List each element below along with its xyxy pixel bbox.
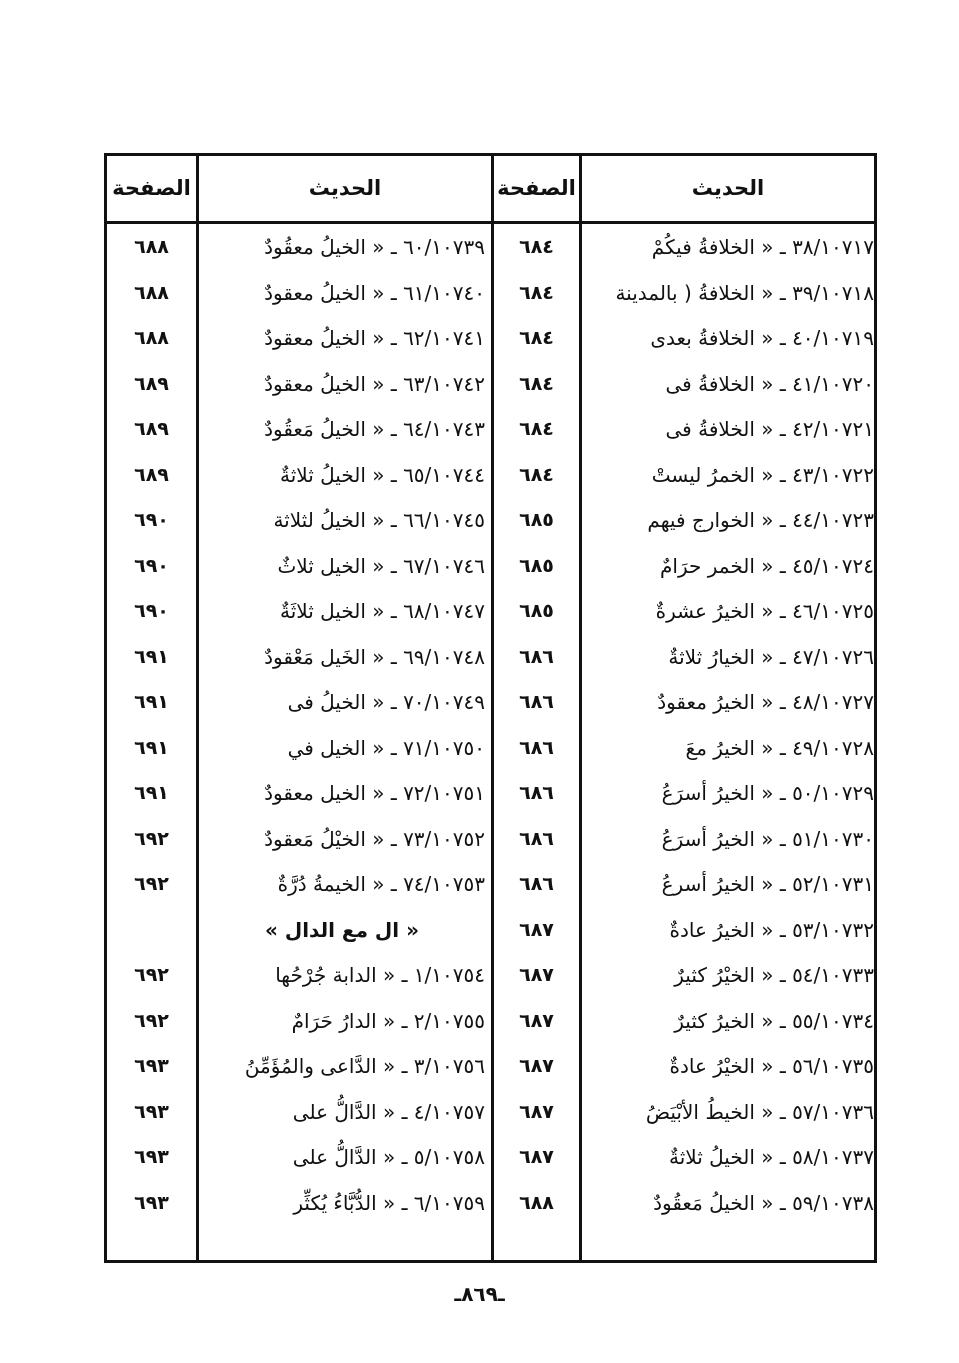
hadith-entry: ٥/١٠٧٥٨ ـ « الدَّالُّ على (292, 1145, 485, 1169)
page-ref: ٦٨٦ (519, 873, 554, 895)
hadith-entry: ٣٩/١٠٧١٨ ـ « الخلافةُ ( بالمدينة (615, 280, 874, 305)
hadith-entry: ٤٦/١٠٧٢٥ ـ « الخيرُ عشرةٌ (655, 599, 874, 623)
table-row (107, 588, 874, 634)
page-ref: ٦٨٦ (519, 736, 554, 759)
header-hadith-right: الحديث (691, 176, 765, 200)
hadith-entry: ٤٩/١٠٧٢٨ ـ « الخيرُ معَ (685, 735, 874, 760)
page-ref: ٦٨٨ (519, 1191, 554, 1214)
header-page-left: الصفحة (112, 176, 191, 200)
hadith-entry: ٧٤/١٠٧٥٣ ـ « الخيمةُ دُرَّةٌ (277, 872, 485, 896)
page-ref: ٦٩٢ (134, 1009, 169, 1032)
page-ref: ٦٨٧ (519, 1009, 554, 1032)
hadith-entry: ٦٣/١٠٧٤٢ ـ « الخيلُ معقودٌ (264, 371, 485, 396)
hadith-entry: ٦٧/١٠٧٤٦ ـ « الخيل ثلاثٌ (277, 553, 485, 578)
hadith-entry: ٥٣/١٠٧٣٢ ـ « الخيرُ عادةٌ (669, 917, 874, 942)
hadith-entry: ٤٠/١٠٧١٩ ـ « الخلافةُ بعدى (650, 326, 874, 350)
page-ref: ٦٨٦ (519, 827, 554, 850)
header-page-right: الصفحة (497, 176, 576, 200)
page-ref: ٦٨٦ (519, 645, 554, 668)
page-ref: ٦٨٤ (519, 418, 554, 440)
page-ref: ٦٩٠ (134, 554, 169, 577)
page-ref: ٦٨٥ (519, 554, 554, 577)
hadith-entry: ٤٧/١٠٧٢٦ ـ « الخيارُ ثلاثةٌ (668, 644, 874, 669)
table-row (107, 1043, 874, 1089)
page-ref: ٦٩١ (134, 782, 169, 804)
table-row (107, 952, 874, 998)
hadith-entry: ٦٥/١٠٧٤٤ ـ « الخيلُ ثلاثةٌ (280, 462, 485, 487)
header-hadith-left: الحديث (308, 176, 382, 200)
table-row (107, 452, 874, 498)
page-ref: ٦٨٦ (519, 782, 554, 804)
table-row (107, 634, 874, 680)
hadith-entry: ٥٥/١٠٧٣٤ ـ « الخيرُ كثيرٌ (674, 1008, 874, 1033)
page-ref: ٦٨٩ (134, 418, 169, 440)
hadith-entry: ٥١/١٠٧٣٠ ـ « الخيرُ أسرَعُ (661, 826, 874, 851)
table-row (107, 543, 874, 589)
table-row (107, 861, 874, 907)
hadith-entry: ٦١/١٠٧٤٠ ـ « الخيلُ معقودٌ (264, 280, 485, 305)
hadith-entry: ١/١٠٧٥٤ ـ « الدابة جُرْحُها (275, 963, 485, 987)
hadith-entry: ٧١/١٠٧٥٠ ـ « الخيل في (287, 735, 485, 760)
hadith-entry: ٣/١٠٧٥٦ ـ « الدَّاعى والمُؤَمِّنُ (244, 1054, 485, 1078)
table-row (107, 770, 874, 816)
page-ref: ٦٨٧ (519, 918, 554, 941)
hadith-entry: ٣٨/١٠٧١٧ ـ « الخلافةُ فيكُمْ (651, 235, 874, 259)
hadith-entry: ٦/١٠٧٥٩ ـ « الدُّبَّاءُ يُكثِّر (293, 1190, 485, 1215)
hadith-entry: ٦٢/١٠٧٤١ ـ « الخيلُ معقودٌ (264, 326, 485, 350)
hadith-entry: ٤٨/١٠٧٢٧ ـ « الخيرُ معقودٌ (657, 690, 874, 714)
table-row (107, 816, 874, 862)
page-ref: ٦٨٧ (519, 1100, 554, 1123)
hadith-entry: ٥٧/١٠٧٣٦ ـ « الخيطُ الأبْيَضُ (645, 1099, 874, 1124)
hadith-entry: ٥٢/١٠٧٣١ ـ « الخيرُ أسرعُ (661, 872, 874, 896)
table-row (107, 497, 874, 543)
page-ref: ٦٨٥ (519, 600, 554, 622)
table-row (107, 907, 874, 953)
section-heading: « ال مع الدال » (264, 917, 420, 942)
hadith-entry: ٧٣/١٠٧٥٢ ـ « الخيْلُ مَعقودٌ (264, 826, 485, 851)
hadith-entry: ٧٢/١٠٧٥١ ـ « الخيل معقودٌ (264, 781, 485, 805)
hadith-entry: ٥٦/١٠٧٣٥ ـ « الخيْرُ عادةٌ (669, 1054, 874, 1078)
hadith-entry: ٤٥/١٠٧٢٤ ـ « الخمر حرَامٌ (660, 553, 874, 578)
page-ref: ٦٩٣ (134, 1191, 169, 1214)
hadith-entry: ٤١/١٠٧٢٠ ـ « الخلافةُ فى (665, 371, 874, 396)
page-ref: ٦٨٦ (519, 691, 554, 713)
hadith-entry: ٦٠/١٠٧٣٩ ـ « الخيلُ معقُودٌ (264, 235, 485, 259)
hadith-entry: ٦٤/١٠٧٤٣ ـ « الخيلُ مَعقُودٌ (264, 417, 485, 441)
page-ref: ٦٨٧ (519, 964, 554, 986)
table-row (107, 406, 874, 452)
table-row (107, 725, 874, 771)
hadith-entry: ٤٣/١٠٧٢٢ ـ « الخمرُ ليستْ (651, 462, 874, 487)
page-ref: ٦٩٠ (134, 509, 169, 531)
hadith-entry: ٥٨/١٠٧٣٧ ـ « الخيلُ ثلاثةٌ (669, 1145, 874, 1169)
page-ref: ٦٨٧ (519, 1146, 554, 1168)
page-ref: ٦٩٢ (134, 873, 169, 895)
page-ref: ٦٨٨ (134, 327, 169, 349)
page-ref: ٦٨٩ (134, 463, 169, 486)
page-ref: ٦٨٤ (519, 327, 554, 349)
hadith-entry: ٧٠/١٠٧٤٩ ـ « الخيلُ فى (287, 690, 485, 714)
page-ref: ٦٩٢ (134, 964, 169, 986)
page-ref: ٦٩٣ (134, 1100, 169, 1123)
page-ref: ٦٨٤ (519, 463, 554, 486)
hadith-entry: ٤٤/١٠٧٢٣ ـ « الخوارج فيهم (647, 508, 874, 532)
page-ref: ٦٨٧ (519, 1055, 554, 1077)
table-row (107, 270, 874, 316)
hadith-entry: ٦٨/١٠٧٤٧ ـ « الخيل ثلاثَةٌ (280, 599, 485, 623)
page-ref: ٦٨٤ (519, 281, 554, 304)
table-row (107, 1134, 874, 1180)
table-row (107, 1180, 874, 1226)
hadith-entry: ٢/١٠٧٥٥ ـ « الدارُ حَرَامٌ (291, 1008, 485, 1033)
page-ref: ٦٩١ (134, 645, 169, 668)
table-row (107, 224, 874, 270)
table-row (107, 679, 874, 725)
page-ref: ٦٨٨ (134, 236, 169, 258)
page-ref: ٦٨٥ (519, 509, 554, 531)
page-ref: ٦٨٤ (519, 236, 554, 258)
hadith-entry: ٥٤/١٠٧٣٣ ـ « الخيْرُ كثيرٌ (674, 963, 874, 987)
page-ref: ٦٨٨ (134, 281, 169, 304)
page-ref: ٦٩٢ (134, 827, 169, 850)
page-ref (107, 907, 196, 953)
page-ref: ٦٩٣ (134, 1055, 169, 1077)
hadith-entry: ٥٠/١٠٧٢٩ ـ « الخيرُ أسرَعُ (661, 781, 874, 805)
page-ref: ٦٩١ (134, 736, 169, 759)
page-ref: ٦٨٤ (519, 372, 554, 395)
page-ref: ٦٩٠ (134, 600, 169, 622)
hadith-entry: ٥٩/١٠٧٣٨ ـ « الخيلُ مَعقُودٌ (653, 1190, 874, 1215)
hadith-entry: ٤٢/١٠٧٢١ ـ « الخلافةُ فى (665, 417, 874, 441)
page-ref: ٦٩٣ (134, 1146, 169, 1168)
hadith-entry: ٦٦/١٠٧٤٥ ـ « الخيلُ لثلاثة (273, 508, 485, 532)
page-ref: ٦٨٩ (134, 372, 169, 395)
hadith-index-table (104, 153, 877, 1263)
table-row (107, 315, 874, 361)
table-row (107, 998, 874, 1044)
table-row (107, 1089, 874, 1135)
page-number: ـ٨٦٩ـ (454, 1282, 505, 1306)
hadith-entry: ٦٩/١٠٧٤٨ ـ « الخَيل مَعْقودٌ (264, 644, 485, 669)
hadith-entry: ٤/١٠٧٥٧ ـ « الدَّالُّ على (292, 1099, 485, 1124)
page-ref: ٦٩١ (134, 691, 169, 713)
table-row (107, 361, 874, 407)
